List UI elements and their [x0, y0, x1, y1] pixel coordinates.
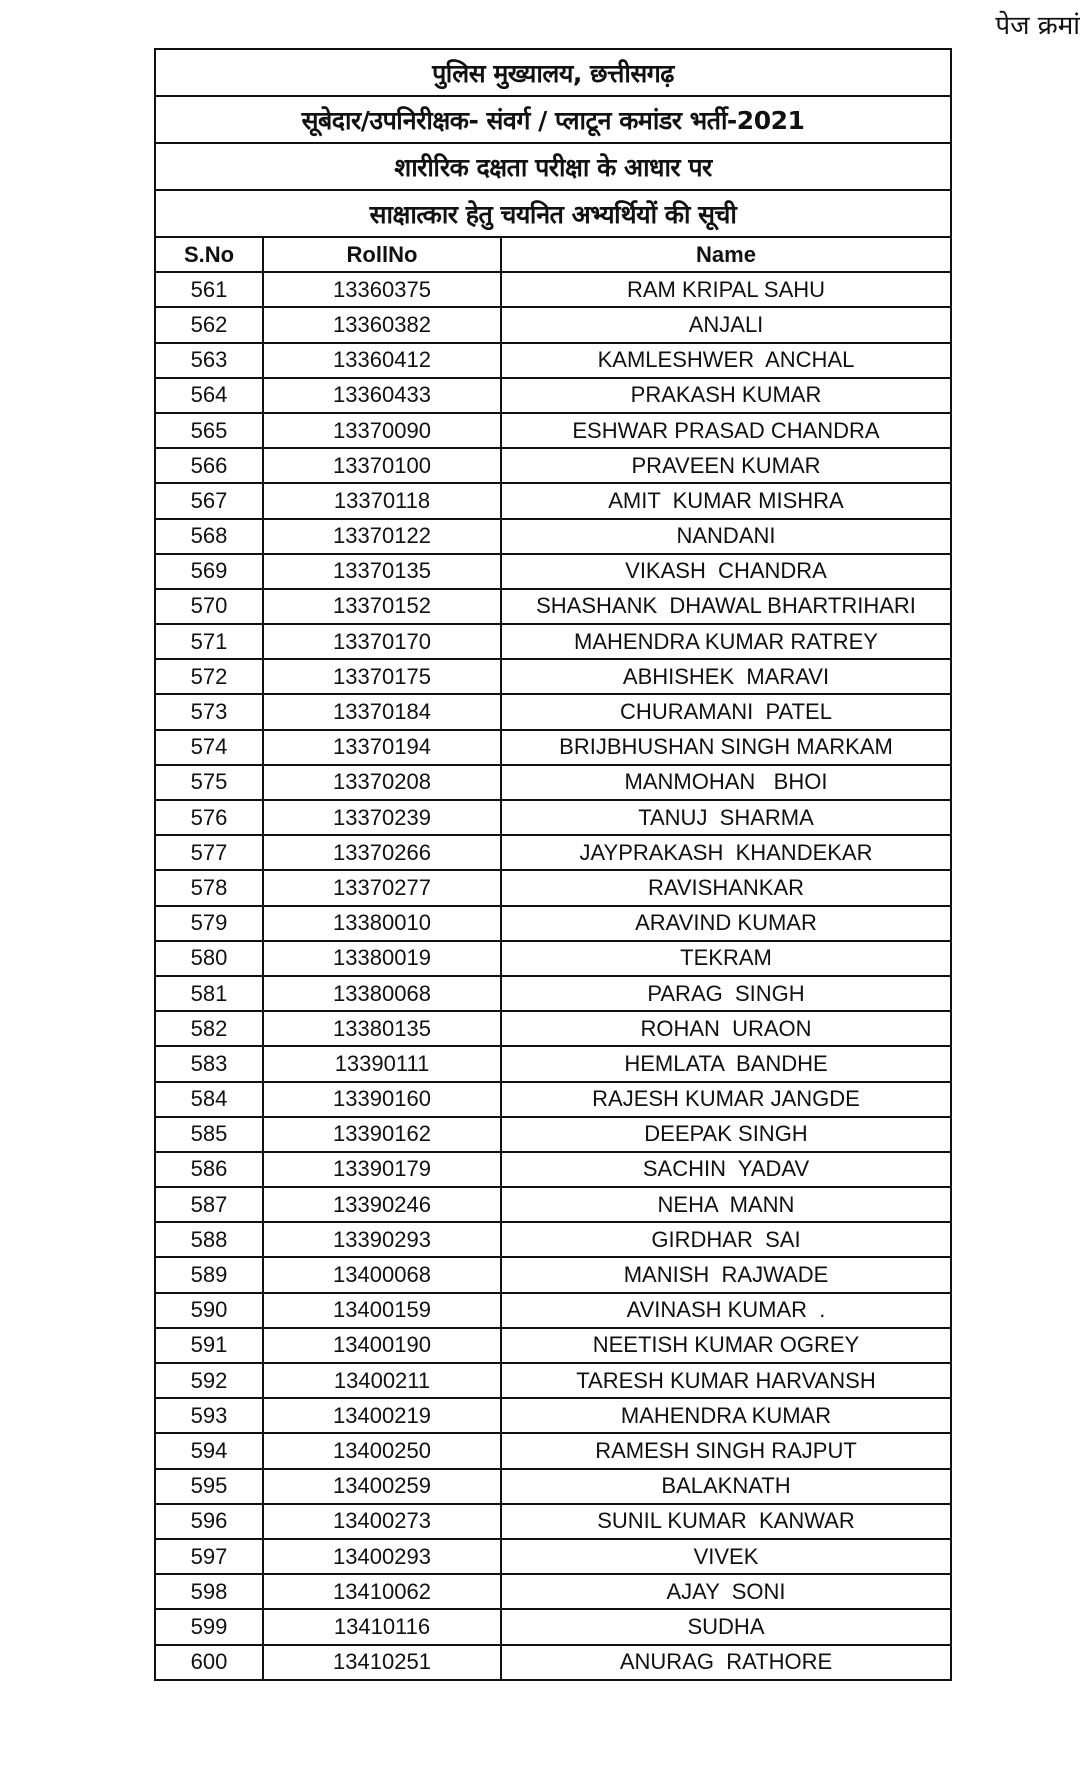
- cell-rollno: 13400190: [263, 1328, 501, 1363]
- cell-rollno: 13390179: [263, 1152, 501, 1187]
- cell-name: PARAG SINGH: [501, 976, 950, 1011]
- cell-rollno: 13400219: [263, 1398, 501, 1433]
- cell-sno: 586: [156, 1152, 263, 1187]
- candidates-table: [156, 238, 950, 1679]
- cell-sno: 588: [156, 1222, 263, 1257]
- table-row: [156, 1152, 950, 1187]
- table-row: [156, 1539, 950, 1574]
- cell-rollno: 13370208: [263, 765, 501, 800]
- cell-sno: 590: [156, 1293, 263, 1328]
- table-row: [156, 307, 950, 342]
- cell-rollno: 13360412: [263, 343, 501, 378]
- table-row: [156, 976, 950, 1011]
- table-row: [156, 1328, 950, 1363]
- cell-name: DEEPAK SINGH: [501, 1117, 950, 1152]
- cell-name: PRAVEEN KUMAR: [501, 448, 950, 483]
- cell-sno: 570: [156, 589, 263, 624]
- cell-sno: 595: [156, 1469, 263, 1504]
- cell-rollno: 13410062: [263, 1574, 501, 1609]
- cell-name: NEHA MANN: [501, 1187, 950, 1222]
- cell-name: RAVISHANKAR: [501, 870, 950, 905]
- cell-sno: 587: [156, 1187, 263, 1222]
- cell-rollno: 13370118: [263, 483, 501, 518]
- cell-rollno: 13380135: [263, 1011, 501, 1046]
- cell-rollno: 13380019: [263, 941, 501, 976]
- cell-sno: 564: [156, 378, 263, 413]
- table-header-row: [156, 238, 950, 272]
- header-line-4: साक्षात्कार हेतु चयनित अभ्यर्थियों की सूची: [156, 191, 950, 238]
- cell-name: CHURAMANI PATEL: [501, 694, 950, 729]
- cell-sno: 583: [156, 1046, 263, 1081]
- selection-list-sheet: [154, 48, 952, 1681]
- cell-sno: 599: [156, 1609, 263, 1644]
- cell-name: TARESH KUMAR HARVANSH: [501, 1363, 950, 1398]
- cell-rollno: 13380068: [263, 976, 501, 1011]
- cell-rollno: 13370122: [263, 519, 501, 554]
- table-row: [156, 378, 950, 413]
- cell-sno: 589: [156, 1257, 263, 1292]
- cell-sno: 584: [156, 1082, 263, 1117]
- cell-rollno: 13400293: [263, 1539, 501, 1574]
- cell-rollno: 13360433: [263, 378, 501, 413]
- cell-name: RAM KRIPAL SAHU: [501, 272, 950, 307]
- cell-rollno: 13400250: [263, 1433, 501, 1468]
- cell-rollno: 13390111: [263, 1046, 501, 1081]
- cell-sno: 581: [156, 976, 263, 1011]
- cell-rollno: 13370135: [263, 554, 501, 589]
- cell-name: SUDHA: [501, 1609, 950, 1644]
- table-row: [156, 1082, 950, 1117]
- cell-rollno: 13360375: [263, 272, 501, 307]
- cell-name: PRAKASH KUMAR: [501, 378, 950, 413]
- cell-sno: 565: [156, 413, 263, 448]
- table-row: [156, 343, 950, 378]
- cell-sno: 582: [156, 1011, 263, 1046]
- cell-name: JAYPRAKASH KHANDEKAR: [501, 835, 950, 870]
- cell-name: SHASHANK DHAWAL BHARTRIHARI: [501, 589, 950, 624]
- cell-rollno: 13370194: [263, 730, 501, 765]
- table-row: [156, 1222, 950, 1257]
- cell-rollno: 13390162: [263, 1117, 501, 1152]
- cell-name: NANDANI: [501, 519, 950, 554]
- table-row: [156, 272, 950, 307]
- cell-sno: 577: [156, 835, 263, 870]
- cell-sno: 561: [156, 272, 263, 307]
- cell-sno: 567: [156, 483, 263, 518]
- cell-sno: 562: [156, 307, 263, 342]
- cell-name: ESHWAR PRASAD CHANDRA: [501, 413, 950, 448]
- table-row: [156, 906, 950, 941]
- cell-rollno: 13370152: [263, 589, 501, 624]
- cell-name: HEMLATA BANDHE: [501, 1046, 950, 1081]
- table-row: [156, 1609, 950, 1644]
- cell-sno: 594: [156, 1433, 263, 1468]
- cell-rollno: 13400211: [263, 1363, 501, 1398]
- cell-name: VIKASH CHANDRA: [501, 554, 950, 589]
- cell-name: BRIJBHUSHAN SINGH MARKAM: [501, 730, 950, 765]
- column-header-sno: S.No: [156, 238, 263, 272]
- table-row: [156, 730, 950, 765]
- cell-rollno: 13370239: [263, 800, 501, 835]
- cell-sno: 576: [156, 800, 263, 835]
- column-header-rollno: RollNo: [263, 238, 501, 272]
- table-row: [156, 941, 950, 976]
- table-row: [156, 483, 950, 518]
- cell-sno: 600: [156, 1645, 263, 1679]
- table-row: [156, 1117, 950, 1152]
- cell-name: SUNIL KUMAR KANWAR: [501, 1504, 950, 1539]
- cell-rollno: 13400159: [263, 1293, 501, 1328]
- cell-name: MAHENDRA KUMAR RATREY: [501, 624, 950, 659]
- page-number-label: पेज क्रमां: [995, 11, 1080, 41]
- cell-rollno: 13390160: [263, 1082, 501, 1117]
- cell-rollno: 13390246: [263, 1187, 501, 1222]
- cell-sno: 596: [156, 1504, 263, 1539]
- cell-sno: 568: [156, 519, 263, 554]
- cell-sno: 575: [156, 765, 263, 800]
- cell-name: KAMLESHWER ANCHAL: [501, 343, 950, 378]
- cell-sno: 563: [156, 343, 263, 378]
- table-row: [156, 659, 950, 694]
- table-row: [156, 1398, 950, 1433]
- table-row: [156, 1574, 950, 1609]
- cell-name: MAHENDRA KUMAR: [501, 1398, 950, 1433]
- cell-sno: 574: [156, 730, 263, 765]
- table-row: [156, 1433, 950, 1468]
- table-row: [156, 1011, 950, 1046]
- column-header-name: Name: [501, 238, 950, 272]
- table-row: [156, 589, 950, 624]
- table-row: [156, 1504, 950, 1539]
- cell-sno: 572: [156, 659, 263, 694]
- cell-sno: 592: [156, 1363, 263, 1398]
- cell-rollno: 13370277: [263, 870, 501, 905]
- cell-name: MANISH RAJWADE: [501, 1257, 950, 1292]
- header-line-1: पुलिस मुख्यालय, छत्तीसगढ़: [156, 50, 950, 97]
- table-row: [156, 519, 950, 554]
- table-row: [156, 624, 950, 659]
- table-row: [156, 870, 950, 905]
- cell-name: AMIT KUMAR MISHRA: [501, 483, 950, 518]
- cell-sno: 569: [156, 554, 263, 589]
- cell-name: RAMESH SINGH RAJPUT: [501, 1433, 950, 1468]
- table-row: [156, 554, 950, 589]
- cell-name: MANMOHAN BHOI: [501, 765, 950, 800]
- table-row: [156, 1187, 950, 1222]
- cell-sno: 573: [156, 694, 263, 729]
- cell-rollno: 13380010: [263, 906, 501, 941]
- cell-rollno: 13390293: [263, 1222, 501, 1257]
- cell-name: RAJESH KUMAR JANGDE: [501, 1082, 950, 1117]
- cell-rollno: 13370170: [263, 624, 501, 659]
- cell-rollno: 13370266: [263, 835, 501, 870]
- header-line-2: सूबेदार/उपनिरीक्षक- संवर्ग / प्लाटून कमांडर भर्ती-2021: [156, 97, 950, 144]
- table-row: [156, 1046, 950, 1081]
- table-row: [156, 694, 950, 729]
- table-row: [156, 1645, 950, 1679]
- cell-rollno: 13370090: [263, 413, 501, 448]
- cell-name: ARAVIND KUMAR: [501, 906, 950, 941]
- cell-rollno: 13370175: [263, 659, 501, 694]
- table-row: [156, 765, 950, 800]
- cell-sno: 597: [156, 1539, 263, 1574]
- table-row: [156, 835, 950, 870]
- cell-name: SACHIN YADAV: [501, 1152, 950, 1187]
- cell-name: ANURAG RATHORE: [619, 1649, 833, 1675]
- cell-name: AVINASH KUMAR .: [501, 1293, 950, 1328]
- cell-name: TEKRAM: [501, 941, 950, 976]
- cell-name: ROHAN URAON: [501, 1011, 950, 1046]
- cell-sno: 591: [156, 1328, 263, 1363]
- cell-sno: 580: [156, 941, 263, 976]
- cell-rollno: 13410251: [263, 1645, 501, 1679]
- table-row: [156, 1257, 950, 1292]
- cell-sno: 585: [156, 1117, 263, 1152]
- cell-rollno: 13400259: [263, 1469, 501, 1504]
- table-row: [156, 448, 950, 483]
- cell-name: ABHISHEK MARAVI: [501, 659, 950, 694]
- cell-sno: 566: [156, 448, 263, 483]
- table-row: [156, 800, 950, 835]
- cell-rollno: 13360382: [263, 307, 501, 342]
- table-row: [156, 1293, 950, 1328]
- cell-name: BALAKNATH: [501, 1469, 950, 1504]
- cell-name: ANJALI: [501, 307, 950, 342]
- cell-sno: 571: [156, 624, 263, 659]
- cell-name: VIVEK: [501, 1539, 950, 1574]
- cell-name: TANUJ SHARMA: [501, 800, 950, 835]
- cell-name: GIRDHAR SAI: [501, 1222, 950, 1257]
- table-row: [156, 413, 950, 448]
- cell-rollno: 13400068: [263, 1257, 501, 1292]
- cell-sno: 578: [156, 870, 263, 905]
- header-line-3: शारीरिक दक्षता परीक्षा के आधार पर: [156, 144, 950, 191]
- table-row: [156, 1469, 950, 1504]
- cell-rollno: 13370100: [263, 448, 501, 483]
- table-body: [156, 272, 950, 1679]
- cell-rollno: 13370184: [263, 694, 501, 729]
- cell-rollno: 13410116: [263, 1609, 501, 1644]
- cell-name: NEETISH KUMAR OGREY: [501, 1328, 950, 1363]
- cell-rollno: 13400273: [263, 1504, 501, 1539]
- table-row: [156, 1363, 950, 1398]
- cell-name: AJAY SONI: [501, 1574, 950, 1609]
- cell-sno: 593: [156, 1398, 263, 1433]
- cell-sno: 598: [156, 1574, 263, 1609]
- cell-sno: 579: [156, 906, 263, 941]
